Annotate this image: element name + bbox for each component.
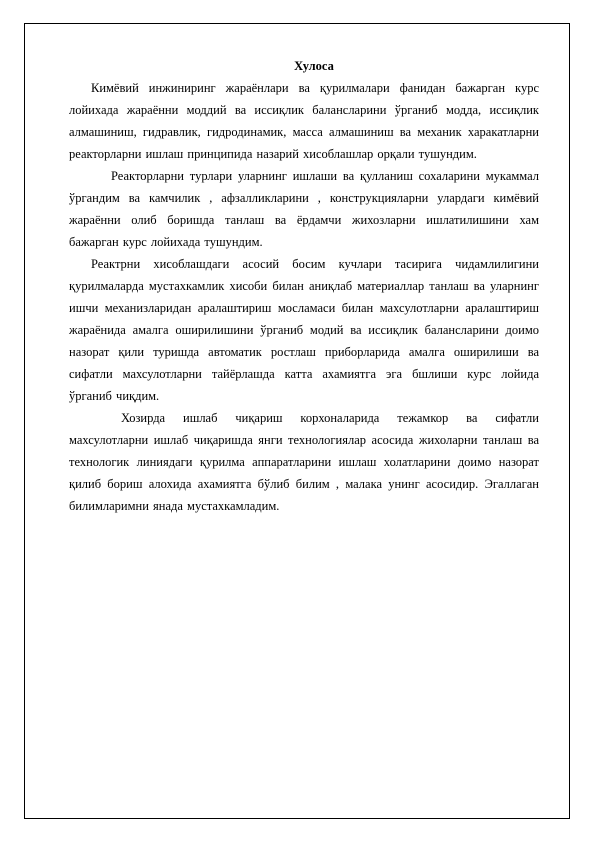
- page-title: Хулоса: [294, 59, 334, 73]
- paragraph-1: Кимёвий инжиниринг жараёнлари ва қурилмалари фанидан бажарган курс лойихада жараённи моддий ва иссиқлик балансларини ўрганиб модда, иссиқлик алмашиниш, гидравлик, гидродинамик, масса алмашиниш ва механик харакатларни реакторларни ишлаш принципида назарий хисоблашлар орқали тушундим.: [69, 81, 539, 161]
- paragraph-3: Реактрни хисоблашдаги асосий босим кучлари тасирига чидамлилигини қурилмаларда мустахкамлик хисоби билан аниқлаб материаллар танлаш ва уларнинг ишчи механизларидан аралаштириш мосламаси билан махсулотларни аралаштириш жараёнида амалга оширилишини ўрганиб модий ва иссиқлик балансларини доимо назорат қили туришда автоматик ростлаш приборларида амалга оширилиши ва сифатли махсулотларни тайёрлашда катта ахамиятга эга бшлиши курс лойида ўрганиб чиқдим.: [69, 257, 539, 403]
- paragraph-4: Хозирда ишлаб чиқариш корхоналарида тежамкор ва сифатли махсулотларни ишлаб чиқаришда янги технологиялар асосида жихоларни танлаш ва технологик линиядаги қурилма аппаратларини ишлаш холатларини доимо назорат қилиб бориш алохида ахамиятга бўлиб билим , малака унинг асосидир. Эгаллаган билимларимни янада мустахкамладим.: [69, 411, 539, 513]
- paragraph-2: Реакторларни турлари уларнинг ишлаши ва қулланиш сохаларини мукаммал ўргандим ва камчилик , афзалликларини , конструкцияларни улардаги кимёвий жараённи олиб боришда танлаш ва ёрдамчи жихозларни ишлатилишини хам бажарган курс лойихада тушундим.: [69, 169, 539, 249]
- document-body: [69, 55, 539, 517]
